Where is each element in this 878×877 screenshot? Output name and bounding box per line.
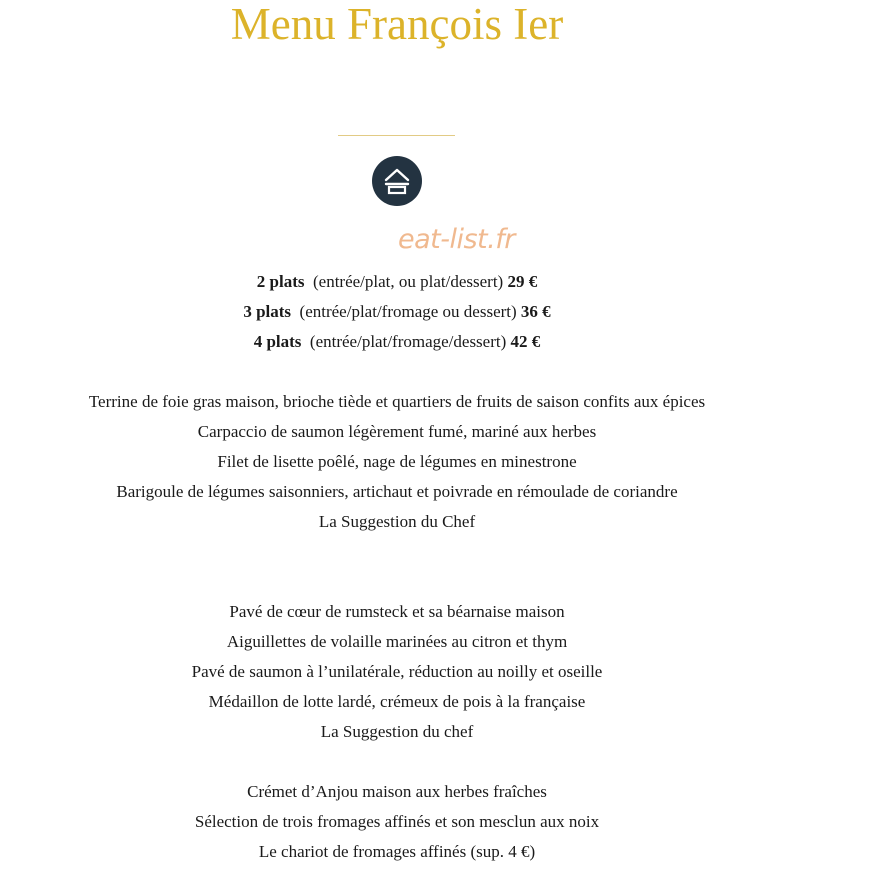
cheese-item: Sélection de trois fromages affinés et son mesclun aux noix (194, 812, 600, 831)
cheese-list (0, 777, 794, 867)
starter-item: Filet de lisette poêlé, nage de légumes en minestrone (217, 452, 577, 471)
house-roof-icon (372, 156, 422, 206)
formula-price: 29 € (507, 272, 538, 291)
formula-name: 4 plats (253, 332, 302, 351)
formula-description: (entrée/plat, ou plat/dessert) (312, 272, 504, 291)
formula-name: 2 plats (256, 272, 305, 291)
formula-name: 3 plats (243, 302, 292, 321)
watermark-text: eat-list.fr (398, 224, 515, 255)
starter-item: Terrine de foie gras maison, brioche tiède et quartiers de fruits de saison confits aux épices (88, 392, 706, 411)
starter-item: La Suggestion du Chef (318, 512, 476, 531)
formula-description: (entrée/plat/fromage/dessert) (309, 332, 507, 351)
main-item: Médaillon de lotte lardé, crémeux de pois à la française (208, 692, 586, 711)
formula-row (0, 267, 794, 297)
main-item: Pavé de cœur de rumsteck et sa béarnaise maison (229, 602, 565, 621)
formula-price: 36 € (520, 302, 551, 321)
cheese-item: Crémet d’Anjou maison aux herbes fraîches (247, 782, 547, 801)
starter-item: Barigoule de légumes saisonniers, artichaut et poivrade en rémoulade de coriandre (116, 482, 678, 501)
cheese-item: Le chariot de fromages affinés (sup. 4 €) (258, 842, 536, 861)
page-title: Menu François Ier (230, 0, 564, 49)
house-roof-glyph (372, 156, 422, 206)
main-item: Pavé de saumon à l’unilatérale, réduction au noilly et oseille (191, 662, 603, 681)
formula-row (0, 327, 794, 357)
mains-list (0, 597, 794, 747)
title-divider (338, 135, 455, 136)
main-item: Aiguillettes de volaille marinées au citron et thym (226, 632, 568, 651)
formula-list (0, 267, 794, 357)
formula-row (0, 297, 794, 327)
formula-price: 42 € (510, 332, 541, 351)
starter-item: Carpaccio de saumon légèrement fumé, mariné aux herbes (197, 422, 597, 441)
starters-list (0, 387, 794, 537)
formula-description: (entrée/plat/fromage ou dessert) (299, 302, 517, 321)
main-item: La Suggestion du chef (320, 722, 474, 741)
